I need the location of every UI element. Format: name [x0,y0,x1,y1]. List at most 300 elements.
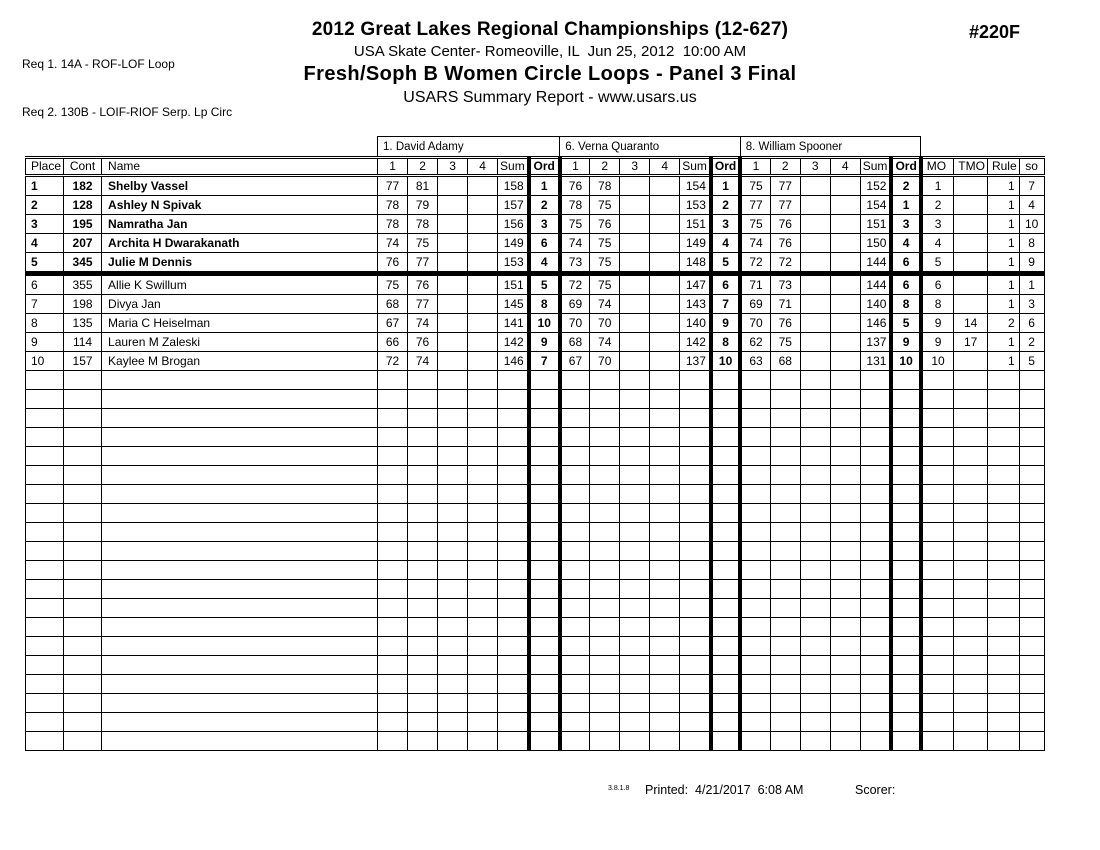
score-cell: 76 [770,314,800,333]
empty-cell [650,732,680,751]
empty-cell [891,637,920,656]
score-cell: 74 [740,234,770,253]
empty-cell [860,694,891,713]
empty-cell [378,390,408,409]
table-row [26,253,1045,274]
sum-cell: 143 [680,295,711,314]
cont-cell: 198 [64,295,102,314]
empty-cell [64,523,102,542]
empty-cell [560,561,590,580]
empty-cell [1019,732,1044,751]
empty-cell [921,599,954,618]
empty-cell [468,580,498,599]
empty-cell [830,618,860,637]
score-cell: 72 [740,253,770,274]
empty-cell [620,580,650,599]
empty-cell [102,618,378,637]
so-cell: 9 [1019,253,1044,274]
empty-cell [987,713,1019,732]
empty-cell [1019,618,1044,637]
column-header: 4 [468,158,498,176]
empty-row [26,713,1045,732]
empty-cell [64,485,102,504]
results-table [25,136,1045,751]
score-cell: 70 [590,352,620,371]
empty-cell [64,409,102,428]
rule-cell: 1 [987,253,1019,274]
table-row [26,274,1045,295]
empty-cell [408,580,438,599]
score-cell [800,333,830,352]
column-header-row [26,158,1045,176]
empty-cell [498,504,529,523]
empty-cell [620,675,650,694]
empty-cell [498,599,529,618]
empty-cell [830,466,860,485]
empty-cell [64,618,102,637]
cont-cell: 207 [64,234,102,253]
empty-cell [590,694,620,713]
scorer-label: Scorer: [855,783,896,797]
empty-cell [560,466,590,485]
empty-cell [800,523,830,542]
tmo-cell [954,295,988,314]
score-cell: 77 [740,196,770,215]
score-cell [438,196,468,215]
empty-cell [987,561,1019,580]
empty-cell [102,580,378,599]
empty-cell [860,466,891,485]
score-cell: 78 [378,196,408,215]
empty-cell [830,371,860,390]
ord-cell: 5 [891,314,920,333]
empty-cell [740,561,770,580]
empty-cell [954,523,988,542]
score-cell: 70 [590,314,620,333]
empty-cell [529,371,560,390]
empty-cell [800,409,830,428]
column-header: 2 [408,158,438,176]
table-row [26,196,1045,215]
place-cell: 4 [26,234,64,253]
score-cell: 69 [740,295,770,314]
requirement-2: Req 2. 130B - LOIF-RIOF Serp. Lp Circ [22,105,233,119]
empty-cell [830,599,860,618]
sum-cell: 140 [680,314,711,333]
empty-cell [529,713,560,732]
sum-cell: 144 [860,274,891,295]
empty-cell [468,466,498,485]
empty-cell [770,485,800,504]
so-cell: 4 [1019,196,1044,215]
sum-cell: 131 [860,352,891,371]
empty-cell [378,523,408,542]
empty-cell [102,447,378,466]
column-header: 2 [770,158,800,176]
judge-header-row [26,137,1045,158]
empty-cell [438,732,468,751]
empty-cell [438,618,468,637]
score-cell [438,314,468,333]
footer [0,782,1100,802]
empty-cell [711,447,740,466]
empty-cell [987,580,1019,599]
empty-cell [987,390,1019,409]
empty-cell [590,523,620,542]
empty-cell [498,732,529,751]
empty-cell [860,409,891,428]
empty-cell [529,466,560,485]
column-header: 3 [800,158,830,176]
empty-cell [711,561,740,580]
score-cell: 70 [740,314,770,333]
empty-cell [560,713,590,732]
empty-cell [740,637,770,656]
empty-cell [830,447,860,466]
empty-cell [891,656,920,675]
empty-cell [1019,656,1044,675]
mo-cell: 8 [921,295,954,314]
cont-cell: 157 [64,352,102,371]
score-cell [620,196,650,215]
score-cell: 76 [378,253,408,274]
name-cell: Kaylee M Brogan [102,352,378,371]
table-row [26,295,1045,314]
empty-cell [560,542,590,561]
empty-cell [954,713,988,732]
so-cell: 6 [1019,314,1044,333]
empty-cell [590,428,620,447]
empty-cell [620,504,650,523]
empty-cell [800,485,830,504]
empty-cell [438,371,468,390]
score-cell [830,215,860,234]
empty-cell [102,675,378,694]
name-cell: Julie M Dennis [102,253,378,274]
empty-cell [740,580,770,599]
empty-cell [590,561,620,580]
empty-cell [770,428,800,447]
empty-cell [438,694,468,713]
empty-cell [102,466,378,485]
empty-cell [921,485,954,504]
empty-cell [680,371,711,390]
empty-cell [770,599,800,618]
score-cell: 78 [408,215,438,234]
empty-cell [590,599,620,618]
empty-cell [921,694,954,713]
sum-cell: 150 [860,234,891,253]
empty-cell [560,504,590,523]
empty-cell [830,580,860,599]
mo-cell: 3 [921,215,954,234]
empty-cell [921,713,954,732]
empty-cell [650,523,680,542]
empty-cell [860,504,891,523]
empty-cell [408,656,438,675]
rule-cell: 1 [987,333,1019,352]
empty-cell [26,428,64,447]
empty-cell [438,485,468,504]
score-cell [438,274,468,295]
score-cell: 68 [770,352,800,371]
score-cell [830,333,860,352]
empty-cell [860,713,891,732]
empty-cell [987,675,1019,694]
tmo-cell: 14 [954,314,988,333]
empty-cell [378,409,408,428]
column-header: Name [102,158,378,176]
score-cell [650,274,680,295]
empty-cell [560,409,590,428]
empty-cell [64,637,102,656]
empty-cell [1019,637,1044,656]
empty-cell [800,675,830,694]
empty-cell [770,390,800,409]
empty-cell [680,409,711,428]
sum-cell: 137 [680,352,711,371]
tmo-cell [954,176,988,196]
empty-cell [378,732,408,751]
judge-name-header: 1. David Adamy [378,137,560,158]
empty-cell [711,428,740,447]
empty-cell [680,390,711,409]
cont-cell: 355 [64,274,102,295]
empty-cell [64,561,102,580]
empty-cell [711,466,740,485]
so-cell: 5 [1019,352,1044,371]
empty-cell [711,523,740,542]
score-cell: 76 [560,176,590,196]
empty-cell [26,732,64,751]
sum-cell: 146 [498,352,529,371]
title-block [0,19,1100,107]
empty-cell [590,580,620,599]
score-cell: 67 [560,352,590,371]
empty-cell [680,618,711,637]
score-cell [650,314,680,333]
empty-cell [529,485,560,504]
score-cell [800,234,830,253]
empty-cell [740,713,770,732]
empty-cell [954,656,988,675]
empty-cell [529,428,560,447]
score-cell: 75 [590,196,620,215]
empty-row [26,447,1045,466]
ord-cell: 4 [711,234,740,253]
empty-row [26,409,1045,428]
empty-cell [620,542,650,561]
empty-cell [64,371,102,390]
empty-cell [921,637,954,656]
empty-cell [529,618,560,637]
score-cell: 68 [560,333,590,352]
score-cell [650,333,680,352]
empty-cell [102,409,378,428]
score-cell: 69 [560,295,590,314]
score-cell [830,234,860,253]
empty-cell [770,656,800,675]
score-cell: 79 [408,196,438,215]
empty-cell [770,618,800,637]
empty-cell [26,523,64,542]
table-row [26,176,1045,196]
ord-cell: 2 [891,176,920,196]
empty-cell [64,504,102,523]
score-cell [800,314,830,333]
empty-cell [64,428,102,447]
sum-cell: 146 [860,314,891,333]
empty-cell [891,713,920,732]
score-cell [800,215,830,234]
score-cell: 78 [560,196,590,215]
empty-cell [468,599,498,618]
empty-cell [378,371,408,390]
empty-cell [954,466,988,485]
score-cell [650,196,680,215]
empty-cell [650,580,680,599]
sum-cell: 149 [498,234,529,253]
empty-cell [468,561,498,580]
empty-cell [560,428,590,447]
empty-cell [830,409,860,428]
score-cell [830,274,860,295]
score-cell: 75 [740,215,770,234]
column-header: 2 [590,158,620,176]
sum-cell: 151 [498,274,529,295]
empty-cell [26,580,64,599]
empty-cell [921,428,954,447]
score-cell: 81 [408,176,438,196]
empty-cell [529,732,560,751]
empty-cell [438,637,468,656]
judge-name-header: 6. Verna Quaranto [560,137,741,158]
empty-cell [921,371,954,390]
empty-cell [102,637,378,656]
sum-cell: 157 [498,196,529,215]
empty-cell [800,371,830,390]
empty-cell [438,599,468,618]
empty-row [26,637,1045,656]
empty-cell [64,656,102,675]
empty-cell [1019,713,1044,732]
empty-cell [830,561,860,580]
score-cell [620,333,650,352]
empty-cell [468,390,498,409]
empty-cell [987,694,1019,713]
empty-cell [438,542,468,561]
empty-cell [529,447,560,466]
empty-cell [740,618,770,637]
score-cell [620,253,650,274]
column-header: Rule [987,158,1019,176]
score-cell [468,253,498,274]
requirement-1: Req 1. 14A - ROF-LOF Loop [22,57,175,71]
empty-cell [860,542,891,561]
empty-cell [468,371,498,390]
empty-cell [102,713,378,732]
ord-cell: 5 [529,274,560,295]
score-cell: 75 [590,253,620,274]
empty-cell [378,447,408,466]
empty-cell [620,390,650,409]
sum-cell: 149 [680,234,711,253]
table-row [26,352,1045,371]
cont-cell: 182 [64,176,102,196]
ord-cell: 2 [529,196,560,215]
place-cell: 9 [26,333,64,352]
score-cell: 77 [770,196,800,215]
empty-cell [860,428,891,447]
empty-cell [378,466,408,485]
so-cell: 2 [1019,333,1044,352]
score-cell [468,215,498,234]
score-cell [800,274,830,295]
empty-cell [891,618,920,637]
empty-cell [498,675,529,694]
empty-cell [1019,675,1044,694]
ord-cell: 10 [529,314,560,333]
empty-cell [680,732,711,751]
empty-cell [26,618,64,637]
empty-cell [408,371,438,390]
score-cell: 71 [770,295,800,314]
empty-cell [680,504,711,523]
empty-cell [680,523,711,542]
empty-cell [711,656,740,675]
empty-cell [498,580,529,599]
score-cell [438,234,468,253]
empty-cell [954,599,988,618]
sum-cell: 153 [680,196,711,215]
report-subtitle: USARS Summary Report - www.usars.us [403,89,697,106]
empty-cell [891,675,920,694]
score-cell [468,274,498,295]
empty-cell [740,523,770,542]
empty-cell [1019,447,1044,466]
empty-cell [408,542,438,561]
empty-cell [987,732,1019,751]
empty-cell [921,466,954,485]
empty-cell [620,561,650,580]
empty-cell [498,561,529,580]
place-cell: 8 [26,314,64,333]
empty-cell [954,485,988,504]
empty-cell [408,618,438,637]
empty-cell [711,637,740,656]
column-header: so [1019,158,1044,176]
empty-cell [378,713,408,732]
empty-cell [954,504,988,523]
empty-cell [830,485,860,504]
empty-row [26,523,1045,542]
empty-cell [438,713,468,732]
empty-cell [408,675,438,694]
empty-cell [529,675,560,694]
empty-cell [438,466,468,485]
ord-cell: 1 [529,176,560,196]
empty-cell [26,542,64,561]
name-cell: Ashley N Spivak [102,196,378,215]
ord-cell: 8 [891,295,920,314]
empty-cell [891,485,920,504]
score-cell [800,295,830,314]
mo-cell: 2 [921,196,954,215]
empty-cell [650,504,680,523]
empty-cell [64,694,102,713]
empty-cell [468,523,498,542]
empty-cell [529,656,560,675]
